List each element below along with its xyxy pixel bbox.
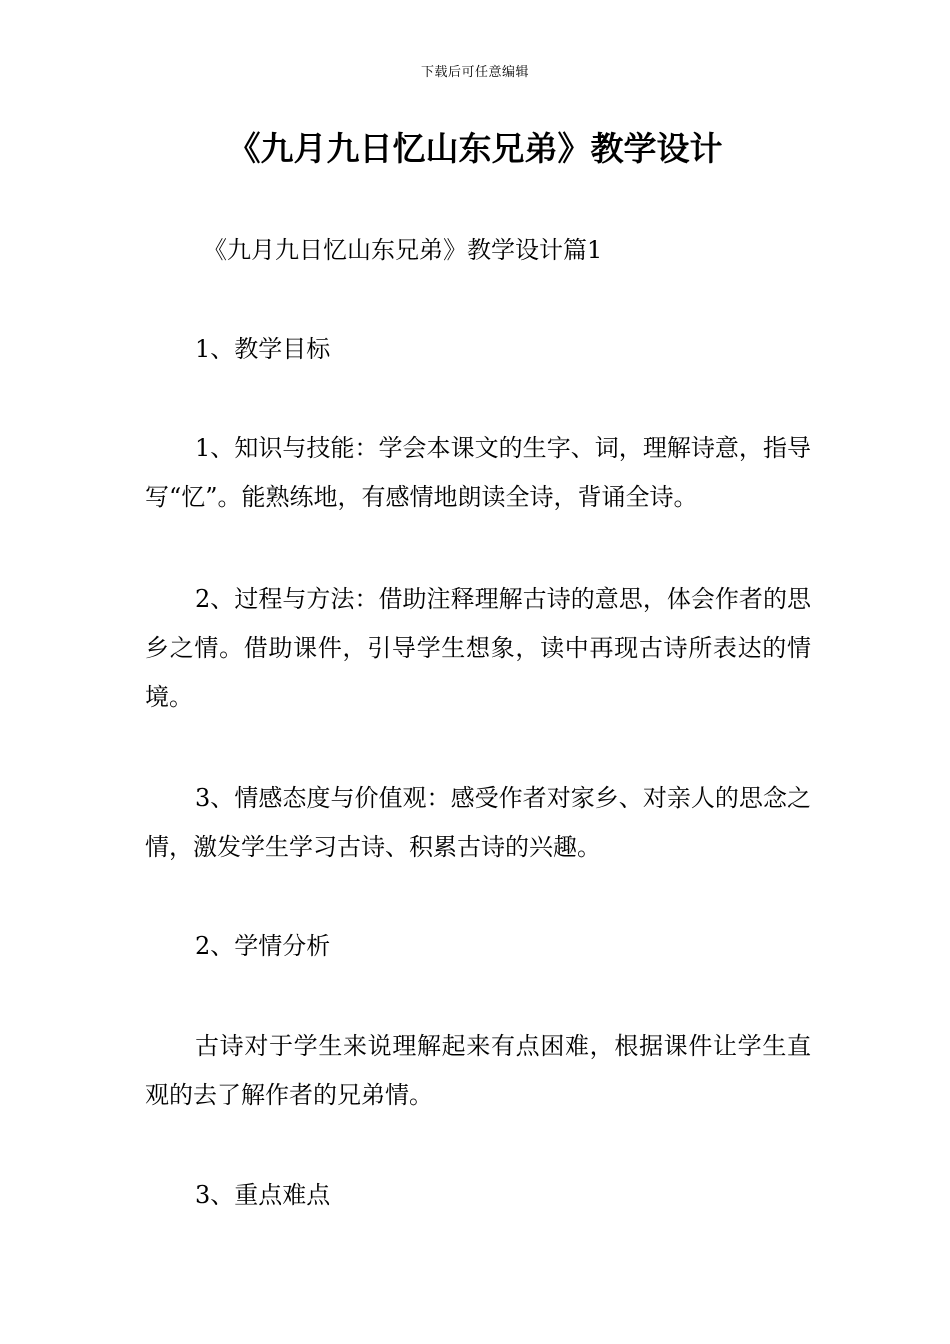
goal-knowledge-skills: 1、知识与技能：学会本课文的生字、词，理解诗意，指导写“忆”。能熟练地，有感情地朗读全诗，背诵全诗。 (145, 434, 811, 511)
document-title: 《九月九日忆山东兄弟》教学设计 (227, 129, 723, 168)
section-heading-teaching-goals: 1、教学目标 (195, 335, 331, 363)
section-heading-learner-analysis: 2、学情分析 (195, 932, 331, 960)
goal-process-methods: 2、过程与方法：借助注释理解古诗的意思，体会作者的思乡之情。借助课件，引导学生想象，读中再现古诗所表达的情境。 (145, 585, 811, 711)
section-heading-key-difficulties: 3、重点难点 (195, 1181, 331, 1209)
header-note: 下载后可任意编辑 (420, 65, 529, 80)
goal-emotion-values: 3、情感态度与价值观：感受作者对家乡、对亲人的思念之情，激发学生学习古诗、积累古诗的兴趣。 (145, 784, 811, 861)
learner-analysis-text: 古诗对于学生来说理解起来有点困难，根据课件让学生直观的去了解作者的兄弟情。 (145, 1032, 811, 1109)
document-subtitle: 《九月九日忆山东兄弟》教学设计篇1 (203, 236, 603, 264)
